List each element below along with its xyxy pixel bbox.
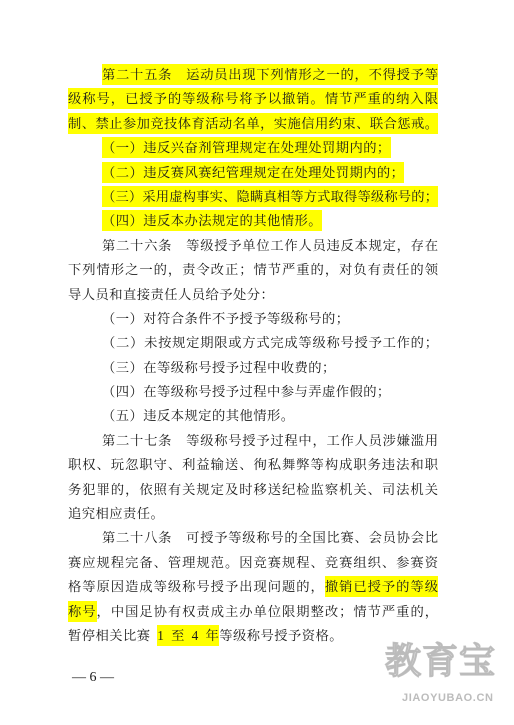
highlighted-text: （二）违反赛风赛纪管理规定在处理处罚期内的； — [102, 162, 404, 183]
watermark-domain: JIAOYUBAO.CN — [402, 692, 494, 704]
article-26 — [68, 234, 438, 429]
highlighted-text: （三）采用虚构事实、隐瞒真相等方式取得等级称号的； — [102, 186, 438, 207]
paragraph-text: 第二十七条 等级称号授予过程中，工作人员涉嫌滥用 — [102, 432, 438, 448]
article-28-text-line — [68, 624, 438, 648]
paragraph-text: 等级称号授予资格。 — [219, 627, 344, 643]
article-26-text-line — [68, 258, 438, 282]
highlighted-text: 撤销已授予的等级 — [325, 576, 438, 597]
paragraph-text: 导人员和直接责任人员给予处分： — [68, 286, 275, 302]
article-28 — [68, 526, 438, 648]
article-26-item-5 — [102, 404, 438, 428]
article-25-item-4 — [102, 209, 438, 233]
article-27-text-line — [68, 478, 438, 502]
article-25-text-line — [68, 87, 438, 111]
article-26-item-4 — [102, 380, 438, 404]
highlighted-text: （一）违反兴奋剂管理规定在处理处罚期内的； — [102, 137, 391, 158]
article-26-item-2 — [102, 331, 438, 355]
article-26-item-3 — [102, 356, 438, 380]
paragraph-text: 职权、玩忽职守、利益输送、徇私舞弊等构成职务违法和职 — [68, 457, 438, 473]
article-26-text-line — [68, 283, 438, 307]
article-25-item-1 — [102, 136, 438, 160]
list-item-text: （一）对符合条件不予授予等级称号的； — [102, 310, 350, 326]
article-25 — [68, 63, 438, 234]
page-number: — 6 — — [72, 670, 114, 685]
article-26-item-1 — [102, 307, 438, 331]
highlighted-text: 级称号，已授予的等级称号将予以撤销。情节严重的纳入限 — [68, 88, 438, 109]
paragraph-text: 赛应规程完备、管理规范。因竞赛规程、竞赛组织、参赛资 — [68, 554, 438, 570]
article-28-opening-line — [102, 526, 438, 550]
article-28-text-line — [68, 551, 438, 575]
article-26-opening-line — [102, 234, 438, 258]
list-item-text: （三）在等级称号授予过程中收费的； — [102, 359, 336, 375]
article-27-text-line — [68, 453, 438, 477]
paragraph-text: 务犯罪的，依照有关规定及时移送纪检监察机关、司法机关 — [68, 481, 438, 497]
article-28-text-line — [68, 600, 438, 624]
highlighted-text: 第二十五条 运动员出现下列情形之一的，不得授予等 — [102, 64, 438, 85]
document-body — [68, 63, 438, 648]
list-item-text: （四）在等级称号授予过程中参与弄虚作假的； — [102, 384, 391, 400]
article-25-item-2 — [102, 161, 438, 185]
paragraph-text: ，中国足协有权责成主办单位限期整改；情节严重的， — [96, 603, 439, 619]
paragraph-text: 暂停相关比赛 — [68, 627, 158, 643]
list-item-text: （二）未按规定期限或方式完成等级称号授予工作的； — [102, 335, 438, 351]
highlighted-text: 称号 — [68, 601, 97, 622]
article-28-text-line — [68, 575, 438, 599]
paragraph-text: 第二十八条 可授予等级称号的全国比赛、会员协会比 — [102, 530, 438, 546]
article-27-text-line — [68, 502, 438, 526]
paragraph-text: 追究相应责任。 — [68, 506, 165, 522]
paragraph-text: 第二十六条 等级授予单位工作人员违反本规定，存在 — [102, 237, 438, 253]
article-25-opening-line — [102, 63, 438, 87]
article-25-text-line — [68, 112, 438, 136]
article-27-opening-line — [102, 429, 438, 453]
list-item-text: （五）违反本规定的其他情形。 — [102, 408, 295, 424]
highlighted-text: 制、禁止参加竞技体育活动名单，实施信用约束、联合惩戒。 — [68, 113, 438, 134]
article-25-item-3 — [102, 185, 438, 209]
paragraph-text: 格等原因造成等级称号授予出现问题的， — [68, 579, 325, 595]
paragraph-text: 下列情形之一的，责令改正；情节严重的，对负有责任的领 — [68, 262, 438, 278]
article-27 — [68, 429, 438, 527]
highlighted-text: （四）违反本办法规定的其他情形。 — [102, 210, 322, 231]
highlighted-text: 1 至 4 年 — [157, 625, 219, 646]
watermark-logo: 教育宝 — [385, 641, 497, 682]
